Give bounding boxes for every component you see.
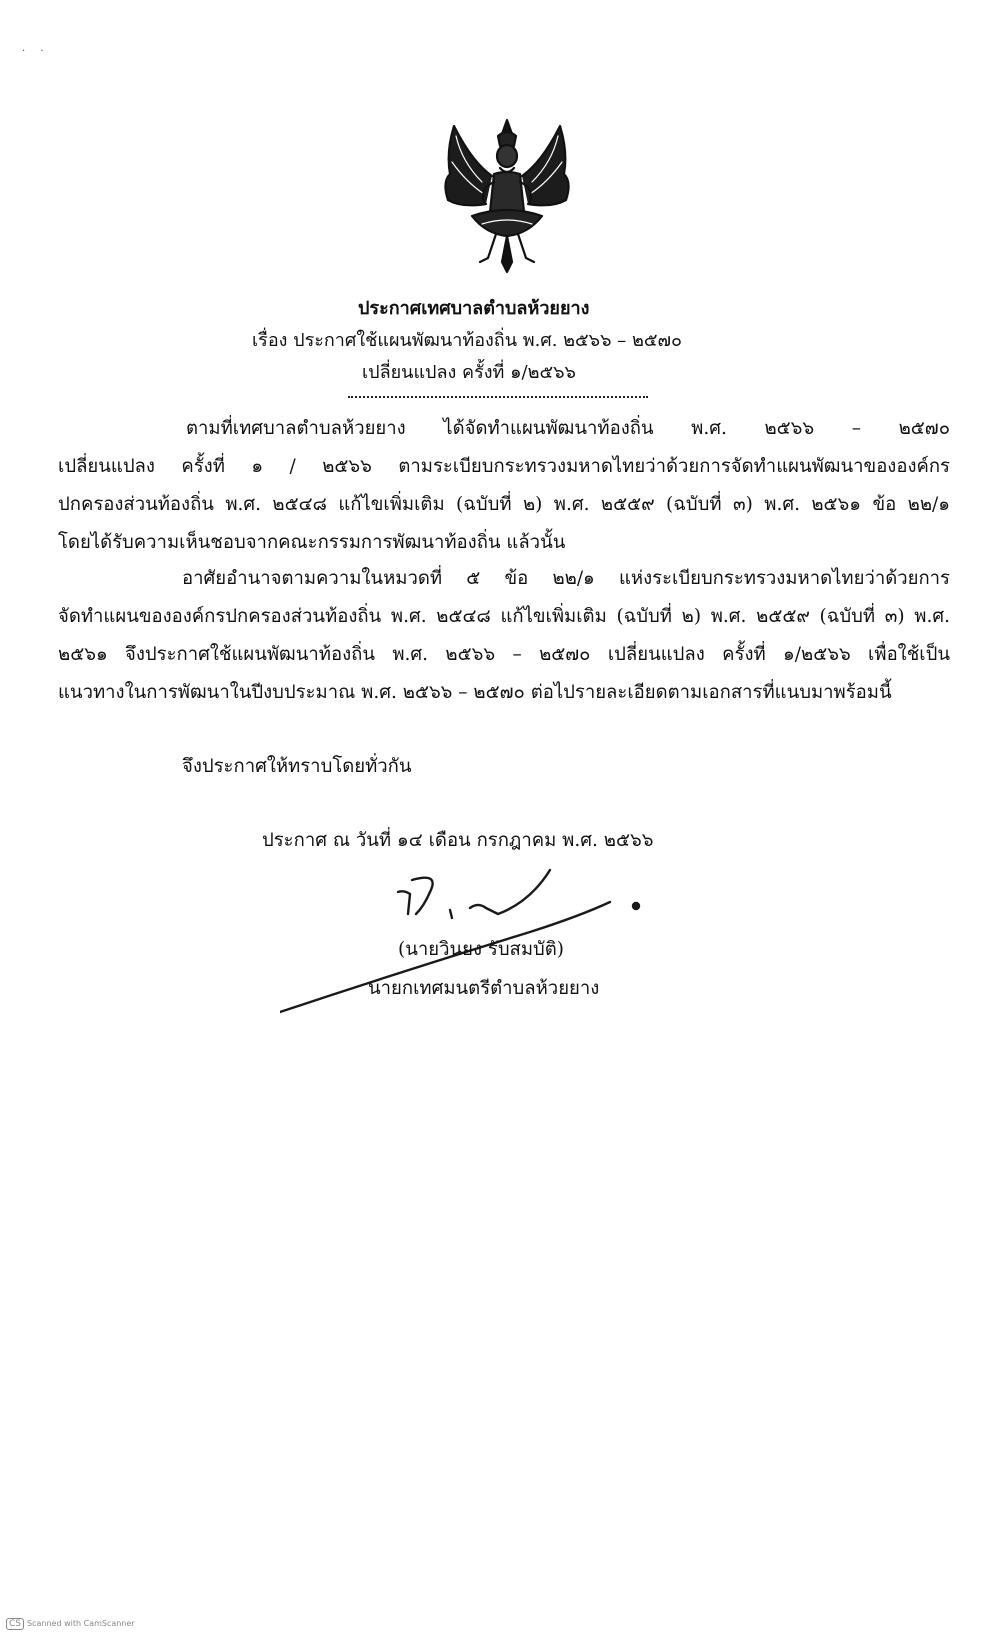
paragraph-1 (58, 410, 950, 562)
signer-title: นายกเทศมนตรีตำบลห้วยยาง (368, 978, 600, 999)
dotted-separator (348, 396, 648, 398)
announcement-date: ประกาศ ณ วันที่ ๑๔ เดือน กรกฎาคม พ.ศ. ๒๕๖๖ (262, 830, 654, 851)
camscanner-logo-icon: CS (6, 1618, 24, 1630)
signer-name: (นายวินยง รับสมบัติ) (398, 939, 565, 960)
closing-statement: จึงประกาศให้ทราบโดยทั่วกัน (182, 756, 412, 777)
scan-specks: · · (22, 46, 50, 57)
announcement-subject: เรื่อง ประกาศใช้แผนพัฒนาท้องถิ่น พ.ศ. ๒๕๖๖ – ๒๕๗๐ (252, 330, 682, 351)
paragraph-2-line: จัดทำแผนขององค์กรปกครองส่วนท้องถิ่น พ.ศ. ๒๕๔๘ แก้ไขเพิ่มเติม (ฉบับที่ ๒) พ.ศ. ๒๕๕๙ (ฉบับที่ ๓) พ.ศ. (58, 606, 950, 627)
paragraph-2-line: ๒๕๖๑ จึงประกาศใช้แผนพัฒนาท้องถิ่น พ.ศ. ๒๕๖๖ – ๒๕๗๐ เปลี่ยนแปลง ครั้งที่ ๑/๒๕๖๖ เพื่อใช้เป็น (58, 644, 950, 665)
scanner-watermark-text: Scanned with CamScanner (27, 1619, 135, 1628)
paragraph-1-line: เปลี่ยนแปลง ครั้งที่ ๑ / ๒๕๖๖ ตามระเบียบกระทรวงมหาดไทยว่าด้วยการจัดทำแผนพัฒนาขององค์กร (58, 456, 950, 477)
paragraph-2 (58, 560, 950, 712)
announcement-title: ประกาศเทศบาลตำบลห้วยยาง (358, 298, 590, 319)
scanner-watermark (6, 1618, 135, 1630)
paragraph-1-line: โดยได้รับความเห็นชอบจากคณะกรรมการพัฒนาท้องถิ่น แล้วนั้น (58, 532, 566, 553)
paragraph-1-line: ปกครองส่วนท้องถิ่น พ.ศ. ๒๕๔๘ แก้ไขเพิ่มเติม (ฉบับที่ ๒) พ.ศ. ๒๕๕๙ (ฉบับที่ ๓) พ.ศ. ๒๕๖๑ ข้อ ๒๒/๑ (58, 494, 950, 515)
garuda-emblem-icon (432, 112, 582, 282)
paragraph-1-line: ตามที่เทศบาลตำบลห้วยยาง ได้จัดทำแผนพัฒนาท้องถิ่น พ.ศ. ๒๕๖๖ – ๒๕๗๐ (186, 418, 950, 439)
paragraph-2-line: อาศัยอำนาจตามความในหมวดที่ ๕ ข้อ ๒๒/๑ แห่งระเบียบกระทรวงมหาดไทยว่าด้วยการ (182, 568, 950, 589)
paragraph-2-line: แนวทางในการพัฒนาในปีงบประมาณ พ.ศ. ๒๕๖๖ – ๒๕๗๐ ต่อไปรายละเอียดตามเอกสารที่แนบมาพร้อมนี้ (58, 682, 892, 703)
announcement-revision: เปลี่ยนแปลง ครั้งที่ ๑/๒๕๖๖ (362, 362, 576, 383)
